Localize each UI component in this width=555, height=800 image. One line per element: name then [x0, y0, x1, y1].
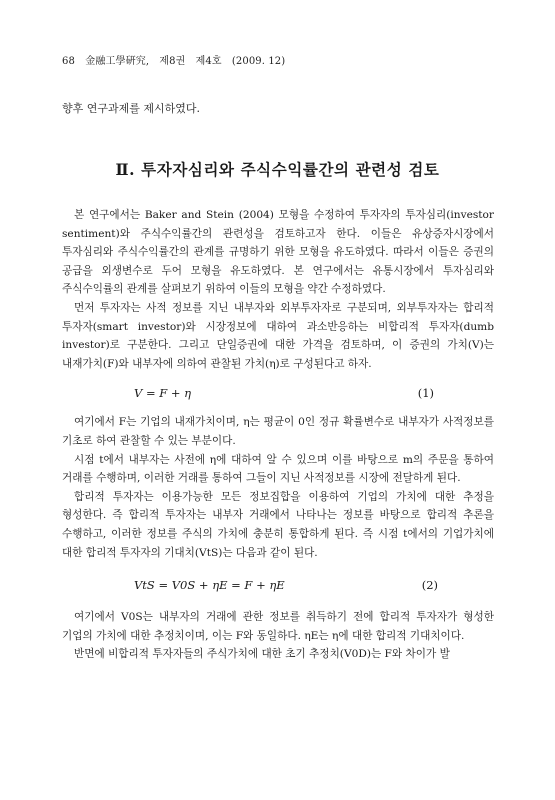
- equation-1-number: (1): [417, 386, 434, 401]
- equation-1-expression: V = F + η: [134, 386, 192, 401]
- equation-2-number: (2): [421, 577, 438, 592]
- journal-date: (2009. 12): [231, 56, 286, 67]
- paragraph: 본 연구에서는 Baker and Stein (2004) 모형을 수정하여 투자자의 투자심리(investor sentiment)와 주식수익률간의 관련성을 검토하고자 한다. 이들은 유상증자시장에서 투자심리와 주식수익률간의 관계를 규명하기 위한 모형을 유도하였다. 따라서 이들은 증권의 공급을 외생변수로 두어 모형을 유도하였다. 본 연구에서는 유통시장에서 투자심리와 주식수익률의 관계를 살펴보기 위하여 이들의 모형을 약간 수정하였다.: [62, 209, 494, 296]
- paragraph: 반면에 비합리적 투자자들의 주식가치에 대한 초기 추정치(V0D)는 F와 차이가 발: [74, 648, 450, 661]
- equation-1: [62, 373, 494, 413]
- paragraph: 시점 t에서 내부자는 사전에 η에 대하여 알 수 있으며 이를 바탕으로 m의 주문을 통하여 거래를 수행하며, 이러한 거래를 통하여 그들이 지닌 사적정보를 시장에 전달하게 된다.: [62, 453, 494, 485]
- journal-volume: 제8권: [159, 56, 186, 67]
- paragraph: 여기에서 F는 기업의 내재가치이며, η는 평균이 0인 정규 확률변수로 내부자가 사적정보를 기초로 하여 관찰할 수 있는 부분이다.: [62, 416, 494, 447]
- journal-issue: 제4호: [195, 56, 222, 67]
- journal-name: 金融工學硏究,: [85, 56, 150, 67]
- body-text: [62, 206, 494, 664]
- paragraph: 여기에서 V0S는 내부자의 거래에 관한 정보를 취득하기 전에 합리적 투자자가 형성한 기업의 가치에 대한 추정치이며, 이는 F와 동일하다. ηE는 η에 대한 합리적 기대치이다.: [62, 611, 494, 642]
- intro-line: 향후 연구과제를 제시하였다.: [62, 102, 201, 115]
- running-header: [62, 52, 292, 67]
- paragraph: 합리적 투자자는 이용가능한 모든 정보집합을 이용하여 기업의 가치에 대한 추정을 형성한다. 즉 합리적 투자자는 내부자 거래에서 나타나는 정보를 바탕으로 합리적 추론을 수행하고, 이러한 정보를 주식의 가치에 충분히 통합하게 된다. 즉 시점 t에서의 기업가치에 대한 합리적 투자자의 기대치(VtS)는 다음과 같이 된다.: [62, 490, 494, 559]
- paragraph: 먼저 투자자는 사적 정보를 지닌 내부자와 외부투자자로 구분되며, 외부투자자는 합리적 투자자(smart investor)와 시장정보에 대하여 과소반응하는 비합리적 투자자(dumb investor)로 구분한다. 그리고 단일증권에 대한 가격을 검토하며, 이 증권의 가치(V)는 내재가치(F)와 내부자에 의하여 관찰된 가치(η)로 구성된다고 하자.: [62, 301, 494, 370]
- equation-2: [62, 562, 494, 608]
- page-number: 68: [62, 56, 75, 67]
- section-title: Ⅱ. 투자자심리와 주식수익률간의 관련성 검토: [115, 160, 440, 179]
- equation-2-expression: VtS = V0S + ηE = F + ηE: [134, 577, 285, 592]
